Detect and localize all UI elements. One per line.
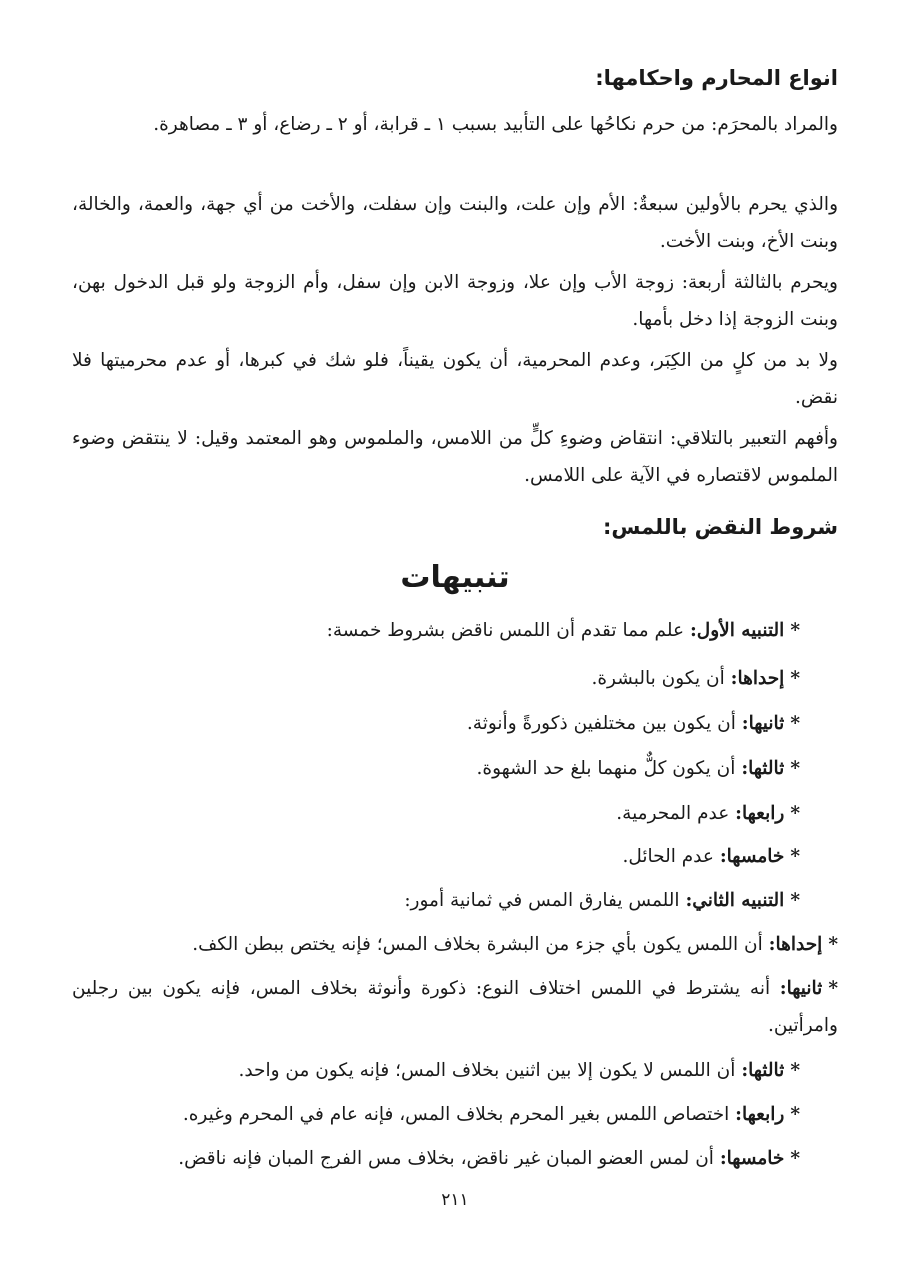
- note-item: [74, 795, 800, 832]
- note-label: ثالثها:: [741, 1060, 785, 1081]
- bullet-star: *: [790, 758, 800, 779]
- bullet-star: *: [790, 1060, 800, 1081]
- note-item: [74, 612, 800, 649]
- bullet-star: *: [790, 668, 800, 689]
- note-item: [74, 838, 800, 875]
- note-text: اللمس يفارق المس في ثمانية أمور:: [404, 890, 680, 911]
- notes-title: تنبيهات: [400, 560, 510, 595]
- section-heading-mahrams: انواع المحارم واحكامها:: [595, 66, 838, 90]
- note-item: [74, 1140, 800, 1177]
- bullet-star: *: [790, 846, 800, 867]
- bullet-star: *: [790, 803, 800, 824]
- note-text: أن يكون كلٌّ منهما بلغ حد الشهوة.: [476, 758, 736, 779]
- note-label: ثالثها:: [741, 758, 785, 779]
- note-text: أنه يشترط في اللمس اختلاف النوع: ذكورة وأنوثة بخلاف المس، فإنه يكون بين رجلين وامرأتين.: [72, 978, 838, 1036]
- note-item: [74, 1096, 800, 1133]
- bullet-star: *: [790, 1148, 800, 1169]
- note-label: ثانيها:: [779, 978, 823, 999]
- note-text: اختصاص اللمس بغير المحرم بخلاف المس، فإنه عام في المحرم وغيره.: [182, 1104, 730, 1125]
- paragraph-mutual: وأفهم التعبير بالتلاقي: انتقاض وضوءِ كلٍّ من اللامس، والملموس وهو المعتمد وقيل: لا ينتقض وضوء الملموس لاقتصاره في الآية على اللامس.: [72, 428, 838, 486]
- note-item: [74, 1052, 800, 1089]
- note-text: أن اللمس لا يكون إلا بين اثنين بخلاف المس؛ فإنه يكون من واحد.: [238, 1060, 736, 1081]
- note-label: رابعها:: [735, 1104, 785, 1125]
- bullet-star: *: [828, 978, 838, 999]
- note-text: أن يكون بين مختلفين ذكورةً وأنوثة.: [466, 713, 736, 734]
- note-label: إحداها:: [768, 934, 823, 955]
- note-label: التنبيه الأول:: [689, 620, 785, 641]
- bullet-star: *: [790, 890, 800, 911]
- bullet-star: *: [790, 620, 800, 641]
- note-text: أن اللمس يكون بأي جزء من البشرة بخلاف المس؛ فإنه يختص ببطن الكف.: [192, 934, 763, 955]
- bullet-star: *: [790, 1104, 800, 1125]
- note-label: خامسها:: [719, 1148, 785, 1169]
- bullet-star: *: [790, 713, 800, 734]
- note-label: التنبيه الثاني:: [685, 890, 785, 911]
- note-item: [74, 750, 800, 787]
- note-text: أن لمس العضو المبان غير ناقض، بخلاف مس الفرج المبان فإنه ناقض.: [178, 1148, 714, 1169]
- note-label: إحداها:: [730, 668, 785, 689]
- bullet-star: *: [828, 934, 838, 955]
- note-text: عدم الحائل.: [622, 846, 714, 867]
- note-item: [74, 882, 800, 919]
- section-heading-conditions: شروط النقض باللمس:: [602, 515, 838, 539]
- note-text: عدم المحرمية.: [616, 803, 730, 824]
- note-label: خامسها:: [719, 846, 785, 867]
- note-label: رابعها:: [735, 803, 785, 824]
- note-item: [74, 660, 800, 697]
- note-item: [74, 705, 800, 742]
- page-number: ٢١١: [441, 1190, 469, 1210]
- paragraph-certainty: ولا بد من كلٍ من الكِبَر، وعدم المحرمية، أن يكون يقيناً، فلو شك في كبرها، أو عدم محرميتها فلا نقض.: [72, 350, 838, 408]
- note-item: [72, 926, 838, 963]
- paragraph-four: ويحرم بالثالثة أربعة: زوجة الأب وإن علا، وزوجة الابن وإن سفل، وأم الزوجة ولو قبل الدخول بهن، وبنت الزوجة إذا دخل بأمها.: [72, 272, 838, 330]
- note-item: [72, 970, 838, 1044]
- paragraph-seven: والذي يحرم بالأولين سبعةٌ: الأم وإن علت، والبنت وإن سفلت، والأخت من أي جهة، والعمة، والخالة، وبنت الأخ، وبنت الأخت.: [72, 194, 838, 252]
- note-text: علم مما تقدم أن اللمس ناقض بشروط خمسة:: [326, 620, 685, 641]
- note-text: أن يكون بالبشرة.: [591, 668, 725, 689]
- paragraph-definition: والمراد بالمحرَم: من حرم نكاحُها على التأبيد بسبب ١ ـ قرابة، أو ٢ ـ رضاع، أو ٣ ـ مصاهرة.: [153, 114, 838, 135]
- note-label: ثانيها:: [741, 713, 785, 734]
